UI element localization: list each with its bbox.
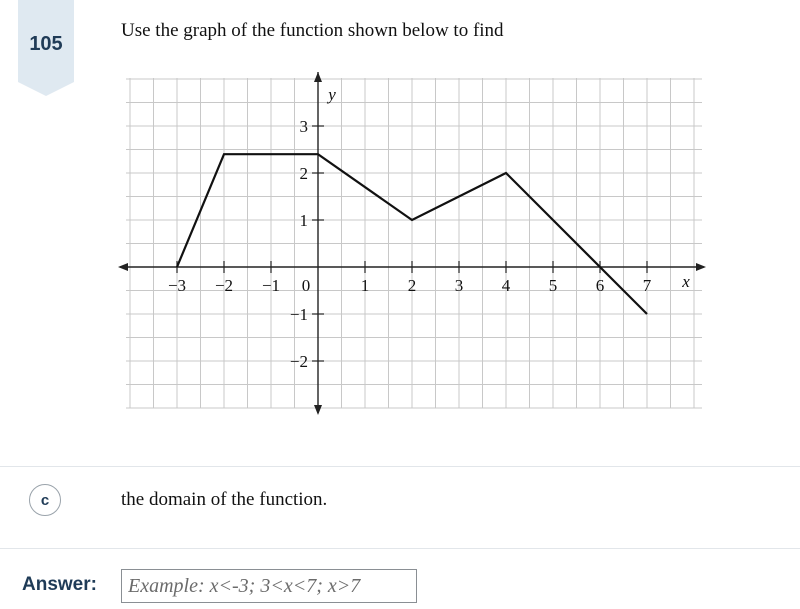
x-tick-label: 7 (642, 276, 652, 295)
y-tick-label: 1 (299, 211, 308, 230)
x-tick-label: 2 (407, 276, 417, 295)
question-prompt: Use the graph of the function shown below to find (121, 20, 504, 41)
x-axis-arrow-right (696, 263, 706, 271)
x-tick-label: 1 (360, 276, 370, 295)
question-number-badge (18, 0, 74, 96)
y-tick-label: −1 (289, 305, 308, 324)
y-tick-label: 3 (299, 117, 308, 136)
y-axis-label: y (328, 85, 336, 104)
x-tick-label: −3 (167, 276, 187, 295)
question-number: 105 (29, 33, 63, 55)
x-tick-label: −1 (261, 276, 281, 295)
answer-divider (0, 548, 800, 549)
y-axis-arrow-down (314, 405, 322, 415)
y-axis-arrow-up (314, 72, 322, 82)
x-tick-label: 4 (501, 276, 511, 295)
part-prompt: the domain of the function. (121, 489, 328, 510)
x-tick-label: 0 (301, 276, 311, 295)
y-tick-label: −2 (289, 352, 308, 371)
function-graph-svg (118, 70, 708, 415)
answer-label: Answer: (22, 574, 97, 595)
section-divider (0, 466, 800, 467)
x-tick-label: 5 (548, 276, 558, 295)
y-tick-label: 2 (299, 164, 308, 183)
answer-input[interactable] (121, 569, 417, 603)
x-tick-label: 3 (454, 276, 464, 295)
x-axis-arrow-left (118, 263, 128, 271)
part-label: c (29, 484, 61, 516)
function-graph (118, 70, 708, 420)
x-axis-label: x (682, 272, 690, 291)
x-tick-label: 6 (595, 276, 605, 295)
x-tick-label: −2 (214, 276, 234, 295)
